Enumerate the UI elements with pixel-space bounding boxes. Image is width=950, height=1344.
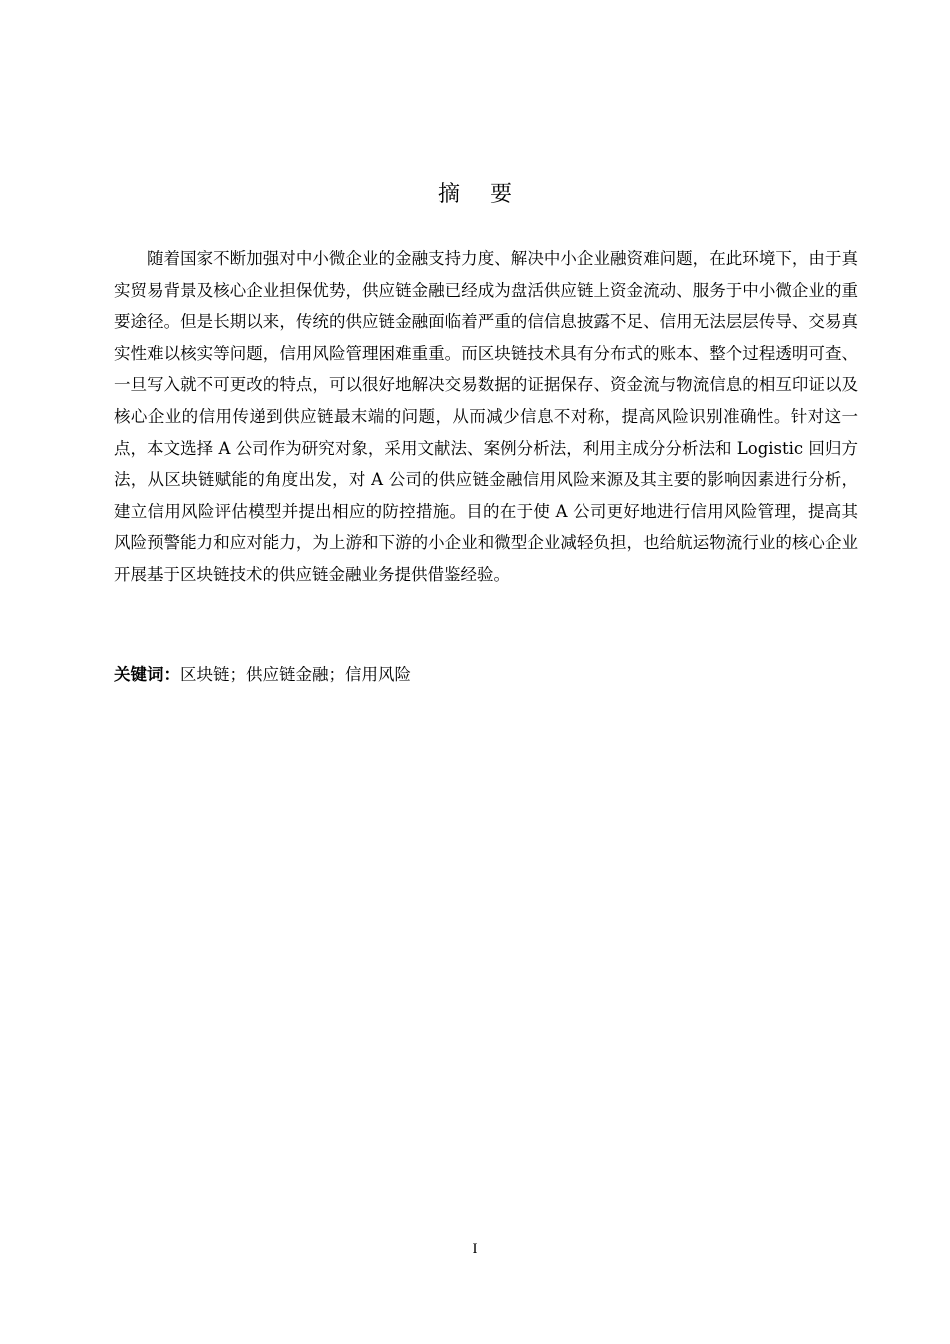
keywords-text: 区块链；供应链金融；信用风险 [180, 665, 411, 684]
page-number: I [472, 1241, 478, 1257]
abstract-body: 随着国家不断加强对中小微企业的金融支持力度、解决中小企业融资难问题，在此环境下，由于真实贸易背景及核心企业担保优势，供应链金融已经成为盘活供应链上资金流动、服务于中小微企业的重要途径。但是长期以来，传统的供应链金融面临着严重的信信息披露不足、信用无法层层传导、交易真实性难以核实等问题，信用风险管理困难重重。而区块链技术具有分布式的账本、整个过程透明可查、一旦写入就不可更改的特点，可以很好地解决交易数据的证据保存、资金流与物流信息的相互印证以及核心企业的信用传递到供应链最末端的问题，从而减少信息不对称，提高风险识别准确性。针对这一点，本文选择 A 公司作为研究对象，采用文献法、案例分析法，利用主成分分析法和 Logistic 回归方法，从区块链赋能的角度出发，对 A 公司的供应链金融信用风险来源及其主要的影响因素进行分析，建立信用风险评估模型并提出相应的防控措施。目的在于使 A 公司更好地进行信用风险管理，提高其风险预警能力和应对能力，为上游和下游的小企业和微型企业减轻负担，也给航运物流行业的核心企业开展基于区块链技术的供应链金融业务提供借鉴经验。 [114, 249, 858, 584]
abstract-title: 摘要 [437, 182, 542, 207]
keywords-label: 关键词： [114, 665, 180, 684]
keywords-line [114, 659, 858, 691]
